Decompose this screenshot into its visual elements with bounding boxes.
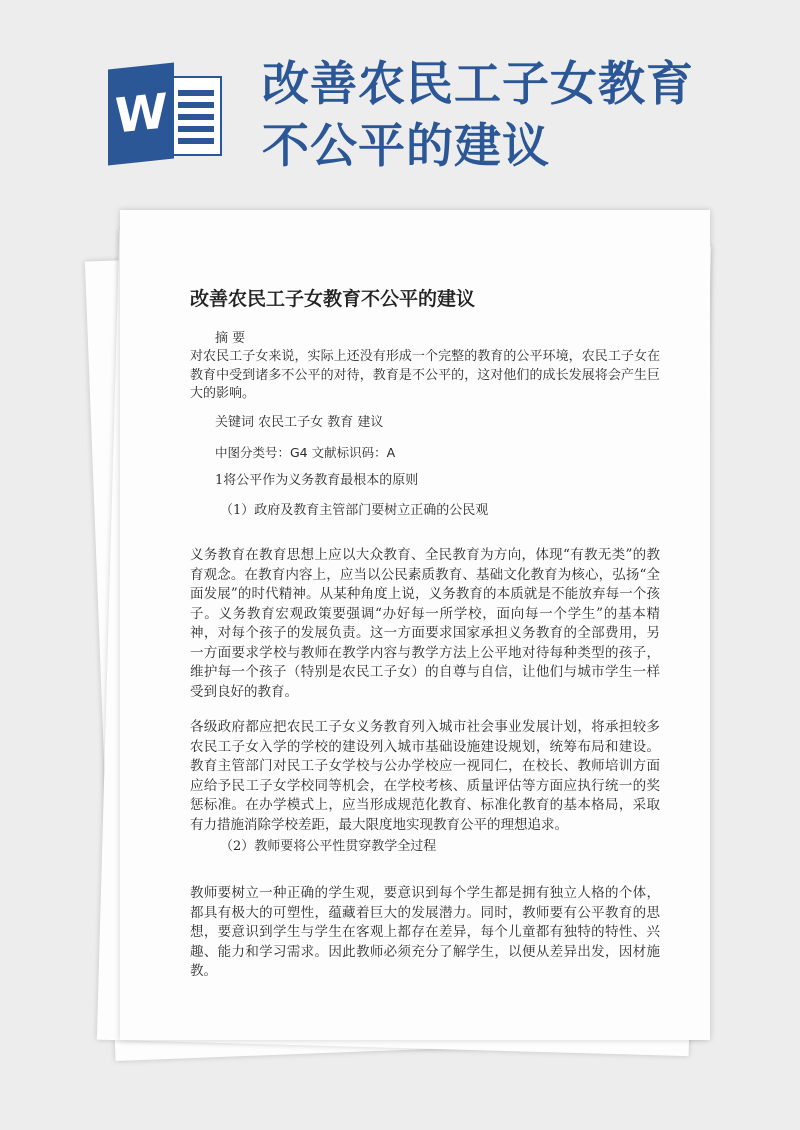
banner	[0, 0, 800, 200]
section-heading-1: 1将公平作为义务教育最根本的原则	[215, 473, 419, 488]
subsection-heading-2: （2）教师要将公平性贯穿教学全过程	[220, 839, 437, 854]
abstract-text: 对农民工子女来说，实际上还没有形成一个完整的教育的公平环境，农民工子女在教育中受到诸多不公平的对待，教育是不公平的，这对他们的成长发展将会产生巨大的影响。	[190, 349, 660, 401]
word-document-icon	[108, 66, 224, 162]
subsection-heading-1: （1）政府及教育主管部门要树立正确的公民观	[220, 503, 489, 518]
classification: 中图分类号：G4 文献标识码：A	[215, 445, 396, 460]
paragraph-3: 教师要树立一种正确的学生观，要意识到每个学生都是拥有独立人格的个体，都具有极大的可塑性，蕴藏着巨大的发展潜力。同时，教师要有公平教育的思想，要意识到学生与学生在客观上都存在差异，每个儿童都有独特的特性、兴趣、能力和学习需求。因此教师必须充分了解学生，以便从差异出发，因材施教。	[190, 885, 660, 979]
paragraph-2: 各级政府都应把农民工子女义务教育列入城市社会事业发展计划，将承担较多农民工子女入学的学校的建设列入城市基础设施建设规划，统筹布局和建设。教育主管部门对民工子女学校与公办学校应一视同仁，在校长、教师培训方面应给予民工子女学校同等机会，在学校考核、质量评估等方面应执行统一的奖惩标准。在办学模式上，应当形成规范化教育、标准化教育的基本格局，采取有力措施消除学校差距，最大限度地实现教育公平的理想追求。	[190, 719, 660, 833]
keywords: 关键词 农民工子女 教育 建议	[215, 415, 384, 430]
abstract-label: 摘 要	[215, 331, 246, 346]
paragraph-1: 义务教育在教育思想上应以大众教育、全民教育为方向，体现“有教无类”的教育观念。在教育内容上，应当以公民素质教育、基础文化教育为核心，弘扬“全面发展”的时代精神。从某种角度上说，义务教育的本质就是不能放弃每一个孩子。义务教育宏观政策要强调“办好每一所学校，面向每一个学生”的基本精神，对每个孩子的发展负责。这一方面要求国家承担义务教育的全部费用，另一方面要求学校与教师在教学内容与教学方法上公平地对待每种类型的孩子，维护每一个孩子（特别是农民工子女）的自尊与自信，让他们与城市学生一样受到良好的教育。	[190, 547, 660, 700]
banner-title: 改善农民工子女教育不公平的建议	[262, 57, 694, 174]
word-letter-icon: W	[108, 63, 174, 166]
document-title: 改善农民工子女教育不公平的建议	[190, 288, 476, 310]
